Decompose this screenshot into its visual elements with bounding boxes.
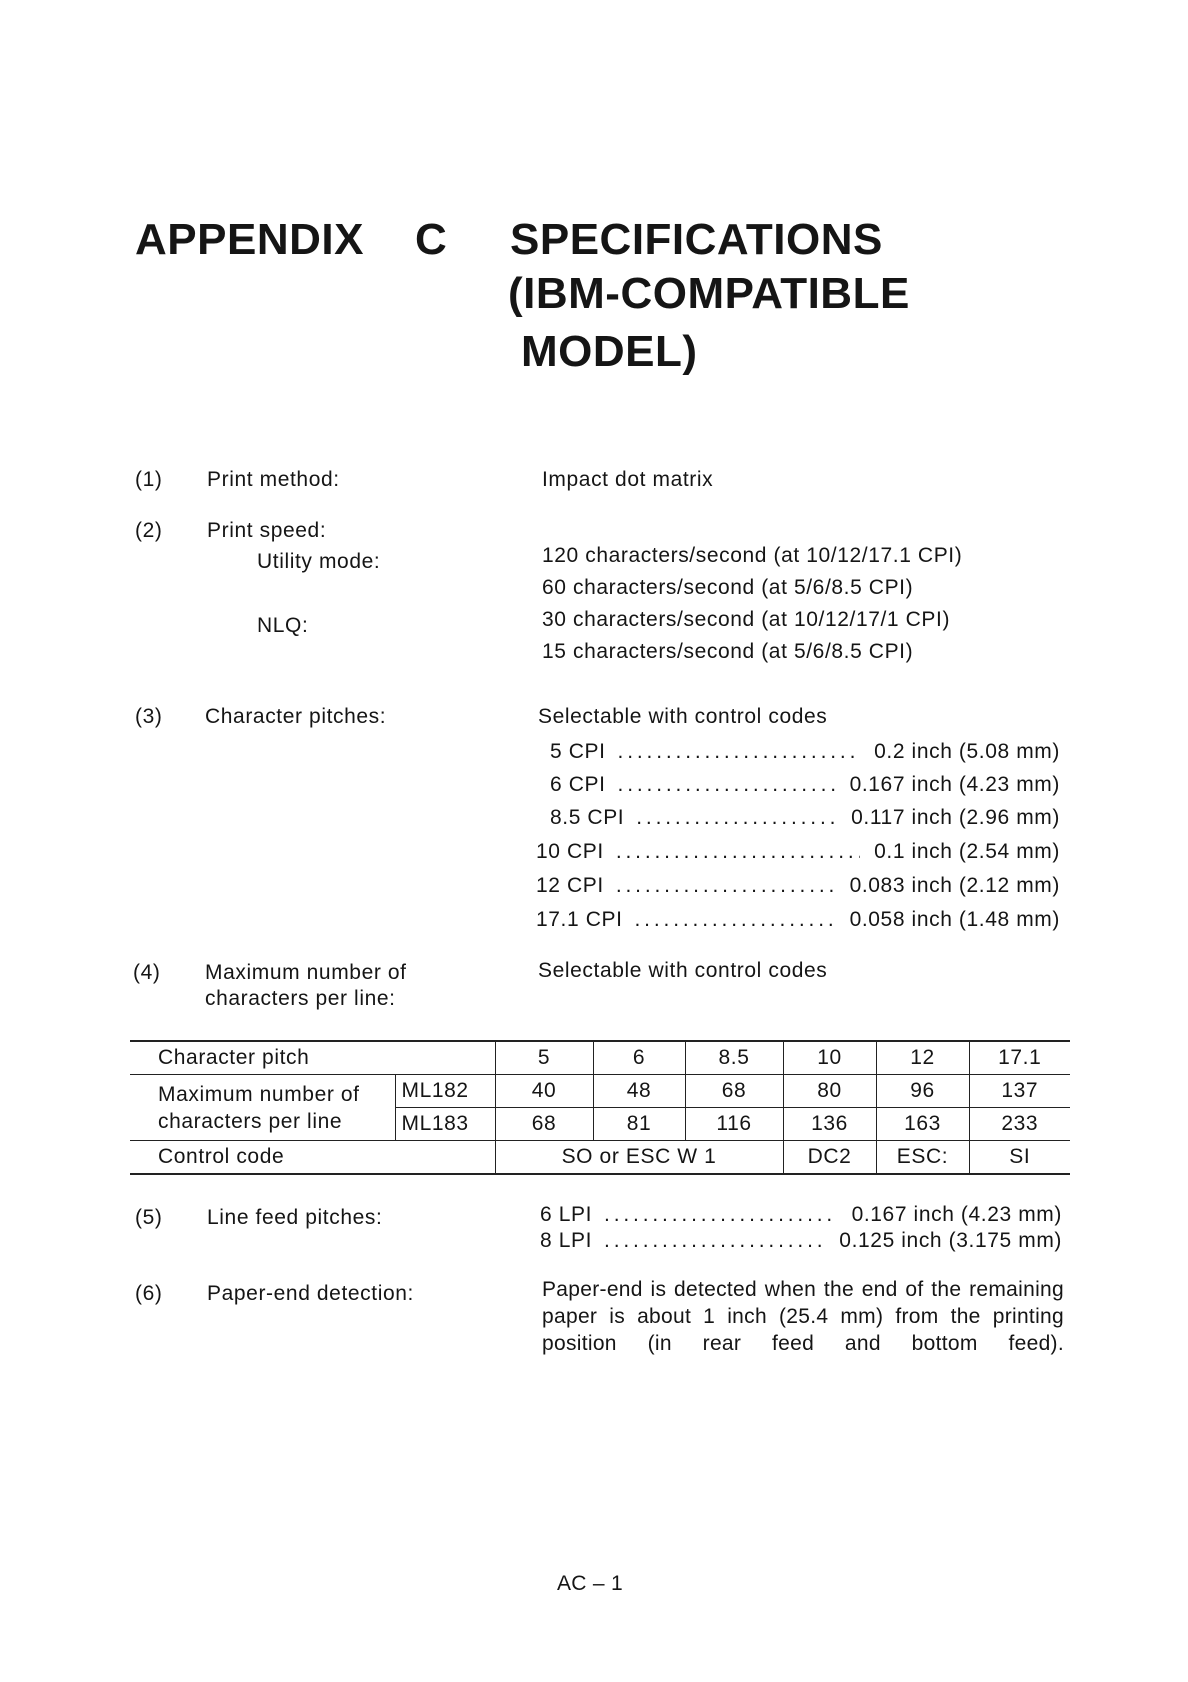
pitch-value: 0.117 inch (2.96 mm) bbox=[851, 806, 1060, 829]
model-name: ML183 bbox=[395, 1108, 495, 1141]
print-method-value: Impact dot matrix bbox=[542, 468, 714, 491]
max-chars-value: Selectable with control codes bbox=[538, 959, 828, 982]
lpi-label: 6 LPI bbox=[540, 1203, 593, 1226]
table-cell: 68 bbox=[685, 1075, 783, 1108]
pitch-row bbox=[536, 773, 1060, 799]
utility-speed-2: 60 characters/second (at 5/6/8.5 CPI) bbox=[542, 576, 914, 599]
leader-dots bbox=[635, 908, 836, 932]
control-code-label: Control code bbox=[130, 1141, 495, 1175]
table-cell: 116 bbox=[685, 1108, 783, 1141]
paper-end-description: Paper-end is detected when the end of the remaining paper is about 1 inch (25.4 mm) from the printing position (in rear feed and bottom feed). bbox=[542, 1278, 1064, 1355]
table-cell: 5 bbox=[495, 1041, 593, 1075]
table-cell: 12 bbox=[876, 1041, 969, 1075]
pitch-header-label: Character pitch bbox=[130, 1041, 495, 1075]
table-row bbox=[130, 1075, 1070, 1108]
leader-dots bbox=[616, 874, 836, 898]
table-cell: ESC: bbox=[876, 1141, 969, 1175]
utility-mode-label: Utility mode: bbox=[257, 550, 381, 573]
item-number: (1) bbox=[135, 468, 163, 491]
pitch-label: 10 CPI bbox=[536, 840, 604, 863]
table-cell: 136 bbox=[783, 1108, 876, 1141]
table-cell: 81 bbox=[593, 1108, 685, 1141]
item-number: (5) bbox=[135, 1206, 163, 1229]
pitch-row bbox=[536, 874, 1060, 900]
pitch-row bbox=[536, 908, 1060, 934]
leader-dots bbox=[604, 1229, 825, 1253]
table-cell: SI bbox=[969, 1141, 1070, 1175]
character-pitches-intro: Selectable with control codes bbox=[538, 705, 828, 728]
pitch-row bbox=[536, 840, 1060, 866]
pitch-value: 0.1 inch (2.54 mm) bbox=[874, 840, 1060, 863]
table-row bbox=[130, 1041, 1070, 1075]
table-cell: SO or ESC W 1 bbox=[495, 1141, 783, 1175]
nlq-speed-1: 30 characters/second (at 10/12/17/1 CPI) bbox=[542, 608, 951, 631]
character-pitch-table bbox=[130, 1040, 1070, 1175]
pitch-label: 5 CPI bbox=[550, 740, 606, 763]
max-label-line-2: characters per line bbox=[158, 1109, 343, 1133]
table-cell: 233 bbox=[969, 1108, 1070, 1141]
pitch-value: 0.2 inch (5.08 mm) bbox=[874, 740, 1060, 763]
table-cell: 8.5 bbox=[685, 1041, 783, 1075]
lpi-value: 0.125 inch (3.175 mm) bbox=[839, 1229, 1062, 1252]
page-title-line-3: MODEL) bbox=[521, 327, 698, 376]
appendix-letter: C bbox=[415, 215, 448, 264]
leader-dots bbox=[636, 806, 837, 830]
item-number: (2) bbox=[135, 519, 163, 542]
table-cell: 48 bbox=[593, 1075, 685, 1108]
table-cell: 163 bbox=[876, 1108, 969, 1141]
utility-speed-1: 120 characters/second (at 10/12/17.1 CPI) bbox=[542, 544, 963, 567]
paper-end-label: Paper-end detection: bbox=[207, 1282, 414, 1305]
item-number: (6) bbox=[135, 1282, 163, 1305]
leader-dots bbox=[618, 740, 861, 764]
print-method-label: Print method: bbox=[207, 468, 340, 491]
page-title-line-1: SPECIFICATIONS bbox=[510, 215, 883, 264]
appendix-label: APPENDIX bbox=[135, 215, 364, 264]
pitch-value: 0.058 inch (1.48 mm) bbox=[849, 908, 1060, 931]
table-cell: 17.1 bbox=[969, 1041, 1070, 1075]
nlq-label: NLQ: bbox=[257, 614, 309, 637]
table-cell: 96 bbox=[876, 1075, 969, 1108]
pitch-label: 12 CPI bbox=[536, 874, 604, 897]
pitch-label: 17.1 CPI bbox=[536, 908, 623, 931]
page-number: AC – 1 bbox=[557, 1572, 623, 1595]
pitch-row bbox=[536, 806, 1060, 832]
lpi-label: 8 LPI bbox=[540, 1229, 593, 1252]
table-cell: 80 bbox=[783, 1075, 876, 1108]
leader-dots bbox=[616, 840, 860, 864]
leader-dots bbox=[604, 1203, 838, 1227]
pitch-value: 0.083 inch (2.12 mm) bbox=[849, 874, 1060, 897]
table-cell: DC2 bbox=[783, 1141, 876, 1175]
table-cell: 40 bbox=[495, 1075, 593, 1108]
table-cell: 137 bbox=[969, 1075, 1070, 1108]
max-chars-row-label bbox=[130, 1075, 395, 1141]
character-pitches-label: Character pitches: bbox=[205, 705, 387, 728]
lpi-row bbox=[540, 1229, 1062, 1255]
line-feed-label: Line feed pitches: bbox=[207, 1206, 383, 1229]
table-row bbox=[130, 1141, 1070, 1175]
item-number: (4) bbox=[133, 961, 161, 984]
table-cell: 6 bbox=[593, 1041, 685, 1075]
print-speed-label: Print speed: bbox=[207, 519, 327, 542]
pitch-label: 6 CPI bbox=[550, 773, 606, 796]
table-cell: 68 bbox=[495, 1108, 593, 1141]
item-number: (3) bbox=[135, 705, 163, 728]
model-name: ML182 bbox=[395, 1075, 495, 1108]
leader-dots bbox=[618, 773, 836, 797]
lpi-value: 0.167 inch (4.23 mm) bbox=[851, 1203, 1062, 1226]
table-cell: 10 bbox=[783, 1041, 876, 1075]
nlq-speed-2: 15 characters/second (at 5/6/8.5 CPI) bbox=[542, 640, 914, 663]
pitch-row bbox=[536, 740, 1060, 766]
lpi-row bbox=[540, 1203, 1062, 1229]
pitch-value: 0.167 inch (4.23 mm) bbox=[849, 773, 1060, 796]
page-title-line-2: (IBM-COMPATIBLE bbox=[508, 269, 910, 318]
pitch-label: 8.5 CPI bbox=[550, 806, 625, 829]
max-chars-label-2: characters per line: bbox=[205, 987, 396, 1010]
max-chars-label-1: Maximum number of bbox=[205, 961, 407, 984]
max-label-line-1: Maximum number of bbox=[158, 1082, 360, 1106]
